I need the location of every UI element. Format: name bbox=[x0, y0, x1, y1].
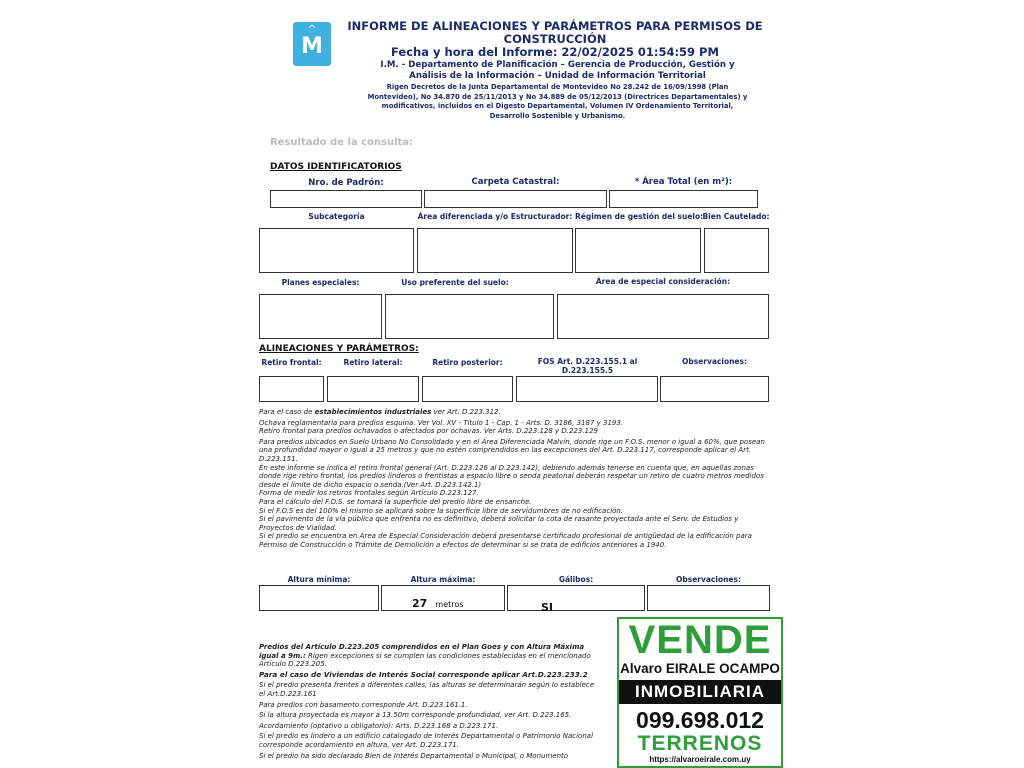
fos-field bbox=[516, 376, 658, 402]
note-bold: Predios del Artículo D.223.205 comprendidos en el Plan Goes y con Altura Máxima igual a 9m.: bbox=[259, 643, 585, 660]
padron-field bbox=[270, 190, 422, 208]
label-area-total: * Área Total (en m²): bbox=[634, 177, 733, 187]
altura-maxima-unit: metros bbox=[435, 600, 464, 609]
note: Forma de medir los retiros frontales según Artículo D.223.127. bbox=[259, 489, 479, 498]
result-label: Resultado de la consulta: bbox=[270, 137, 414, 148]
galibos-field bbox=[507, 585, 645, 614]
label-observaciones-altura: Observaciones: bbox=[675, 575, 741, 584]
note-text: ver Art. D.223.312. bbox=[431, 408, 501, 416]
label-retiro-posterior: Retiro posterior: bbox=[432, 358, 503, 367]
notes bbox=[259, 408, 771, 550]
label-padron: Nro. de Padrón: bbox=[308, 178, 384, 188]
logo: ^ M bbox=[293, 22, 331, 66]
ad-vende: VENDE bbox=[628, 618, 772, 662]
retiro-lateral-field bbox=[327, 376, 419, 402]
label-altura-minima: Altura mínima: bbox=[287, 575, 351, 584]
ad-name: Alvaro EIRALE OCAMPO bbox=[620, 661, 780, 676]
note: Para predios con basamento corresponde Art. D.223.161.1. bbox=[259, 700, 468, 709]
note: En este informe se indica el retiro frontal general (Art. D.223.126 al D.223.142), debiendo además tenerse en cuenta que, en aquellas zonas donde rige retiro frontal, los predios linderos o frentistas a espacio libre o senda peatonal deberán respetar un retiro de cuatro metros medidos desde el límite de dicho espacio o senda.(Ver Art. D.223.142.1) bbox=[259, 463, 764, 489]
note: Si el predio ha sido declarado Bien de Interés Departamental o Municipal, o Monumento bbox=[259, 751, 569, 760]
label-subcategoria: Subcategoría bbox=[308, 212, 365, 221]
altura-maxima-field bbox=[381, 585, 505, 611]
note: Si el F.O.S es del 100% el mismo se aplicará sobre la superficie libre de servidumbres de no edificación. bbox=[259, 506, 624, 515]
altura-minima-field bbox=[259, 585, 379, 611]
note-bold: Para el caso de Viviendas de Interés Social corresponde aplicar Art.D.223.233.2 bbox=[259, 669, 588, 679]
note: Si el predio presenta frentes a diferentes calles, las alturas se determinarán según lo establece el Art.D.223.161 bbox=[259, 681, 595, 698]
note-bold: establecimientos industriales bbox=[314, 408, 432, 416]
department: I.M. - Departamento de Planificación – Gerencia de Producción, Gestión y Análisis de la Información – Unidad de Información Territorial bbox=[380, 60, 735, 81]
label-planes: Planes especiales: bbox=[281, 278, 360, 287]
label-especial: Área de especial consideración: bbox=[595, 277, 731, 286]
regimen-field bbox=[575, 228, 701, 273]
planes-field bbox=[259, 294, 382, 339]
note: Ochava reglamentaria para predios esquina. Ver Vol. XV - Título 1 - Cap. 1 - Arts. D. 3186, 3187 y 3193. bbox=[259, 418, 624, 427]
label-bien-cautelado: Bien Cautelado: bbox=[702, 212, 770, 221]
uso-field bbox=[385, 294, 554, 339]
decrees: Rigen Decretos de la Junta Departamental de Montevideo No 28.242 de 16/09/1998 (Plan Montevideo), No 34.870 de 25/11/2013 y No 34.889 de 05/12/2013 (Directrices Departamentales) y modificativos, incluidos en el Digesto Departamental, Volumen IV Ordenamiento Territorial, Desarrollo Sostenible y Urbanismo. bbox=[367, 83, 748, 120]
observaciones-altura-field bbox=[647, 585, 770, 611]
label-area-diferenciada: Área diferenciada y/o Estructurador: bbox=[417, 212, 573, 221]
alineaciones-heading: ALINEACIONES Y PARÁMETROS: bbox=[259, 344, 419, 354]
report-datetime: Fecha y hora del Informe: 22/02/2025 01:54:59 PM bbox=[391, 45, 719, 59]
label-retiro-lateral: Retiro lateral: bbox=[343, 358, 403, 367]
note-text: Para el caso de bbox=[259, 408, 315, 416]
bien-cautelado-field bbox=[704, 228, 769, 273]
note: Para predios ubicados en Suelo Urbano No Consolidado y en el Área Diferenciada Malvín, donde rige un F.O.S. menor o igual a 60%, que posean una profundidad mayor o igual a 25 metros y que no estén comprendidos en las excepciones del Art. D.223.117, corresponde aplicar el Art. D.223.151. bbox=[259, 437, 765, 463]
label-altura-maxima: Altura máxima: bbox=[410, 575, 476, 584]
altura-maxima-value: 27 bbox=[412, 597, 428, 610]
real-estate-ad bbox=[617, 617, 783, 768]
lower-notes bbox=[259, 643, 599, 762]
observaciones-field bbox=[660, 376, 769, 402]
subcategoria-field bbox=[259, 228, 414, 273]
label-retiro-frontal: Retiro frontal: bbox=[261, 358, 322, 367]
label-regimen: Régimen de gestión del suelo: bbox=[575, 212, 704, 221]
label-observaciones: Observaciones: bbox=[681, 357, 747, 366]
report-title: INFORME DE ALINEACIONES Y PARÁMETROS PARA PERMISOS DE CONSTRUCCIÓN bbox=[347, 19, 763, 46]
datos-heading: DATOS IDENTIFICATORIOS bbox=[270, 162, 402, 172]
area-total-field bbox=[609, 190, 758, 208]
area-diferenciada-field bbox=[417, 228, 573, 273]
ad-inmobiliaria: INMOBILIARIA bbox=[619, 680, 781, 704]
note: Si el predio se encuentra en Área de Especial Consideración deberá presentarse certificado profesional de antigüedad de la edificación para Permiso de Construcción o Trámite de Demolición a efectos de determinar si se trata de edificios anteriores a 1940. bbox=[259, 532, 752, 549]
ad-url: https://alvaroeirale.com.uy bbox=[649, 755, 751, 764]
label-galibos: Gálibos: bbox=[558, 575, 594, 584]
galibos-value: SI bbox=[541, 601, 554, 614]
retiro-frontal-field bbox=[259, 376, 324, 402]
note: Si el predio es lindero a un edificio catalogado de Interés Departamental o Patrimonio Nacional corresponde acordamiento en altura, ver Art. D.223.171. bbox=[259, 732, 594, 749]
label-carpeta: Carpeta Catastral: bbox=[471, 177, 560, 187]
note: Acordamiento (optativo u obligatorio): Arts. D.223.168 a D.223.171. bbox=[259, 721, 499, 730]
retiro-posterior-field bbox=[422, 376, 513, 402]
note: Para el cálculo del F.O.S. se tomará la superficie del predio libre de ensanche. bbox=[259, 497, 532, 506]
carpeta-field bbox=[424, 190, 607, 208]
label-uso: Uso preferente del suelo: bbox=[401, 278, 509, 287]
especial-field bbox=[557, 294, 769, 339]
note: Si la altura proyectada es mayor a 13.50m corresponde profundidad, ver Art. D.223.165. bbox=[259, 711, 572, 720]
note-text: Rigen excepciones si se cumplen las condiciones establecidas en el mencionado Artículo D.223.205. bbox=[259, 651, 591, 669]
ad-phone: 099.698.012 bbox=[636, 707, 764, 733]
note: Retiro frontal para predios ochavados o afectados por ochavas. Ver Arts. D.223.128 y D.223.129 bbox=[259, 427, 598, 436]
ad-terrenos: TERRENOS bbox=[637, 732, 763, 755]
note: Si el pavimento de la vía pública que enfrenta no es definitivo, deberá solicitar la cota de rasante proyectada ante el Serv. de Estudios y Proyectos de Vialidad. bbox=[259, 515, 739, 532]
label-fos: FOS Art. D.223.155.1 al D.223.155.5 bbox=[537, 357, 638, 375]
